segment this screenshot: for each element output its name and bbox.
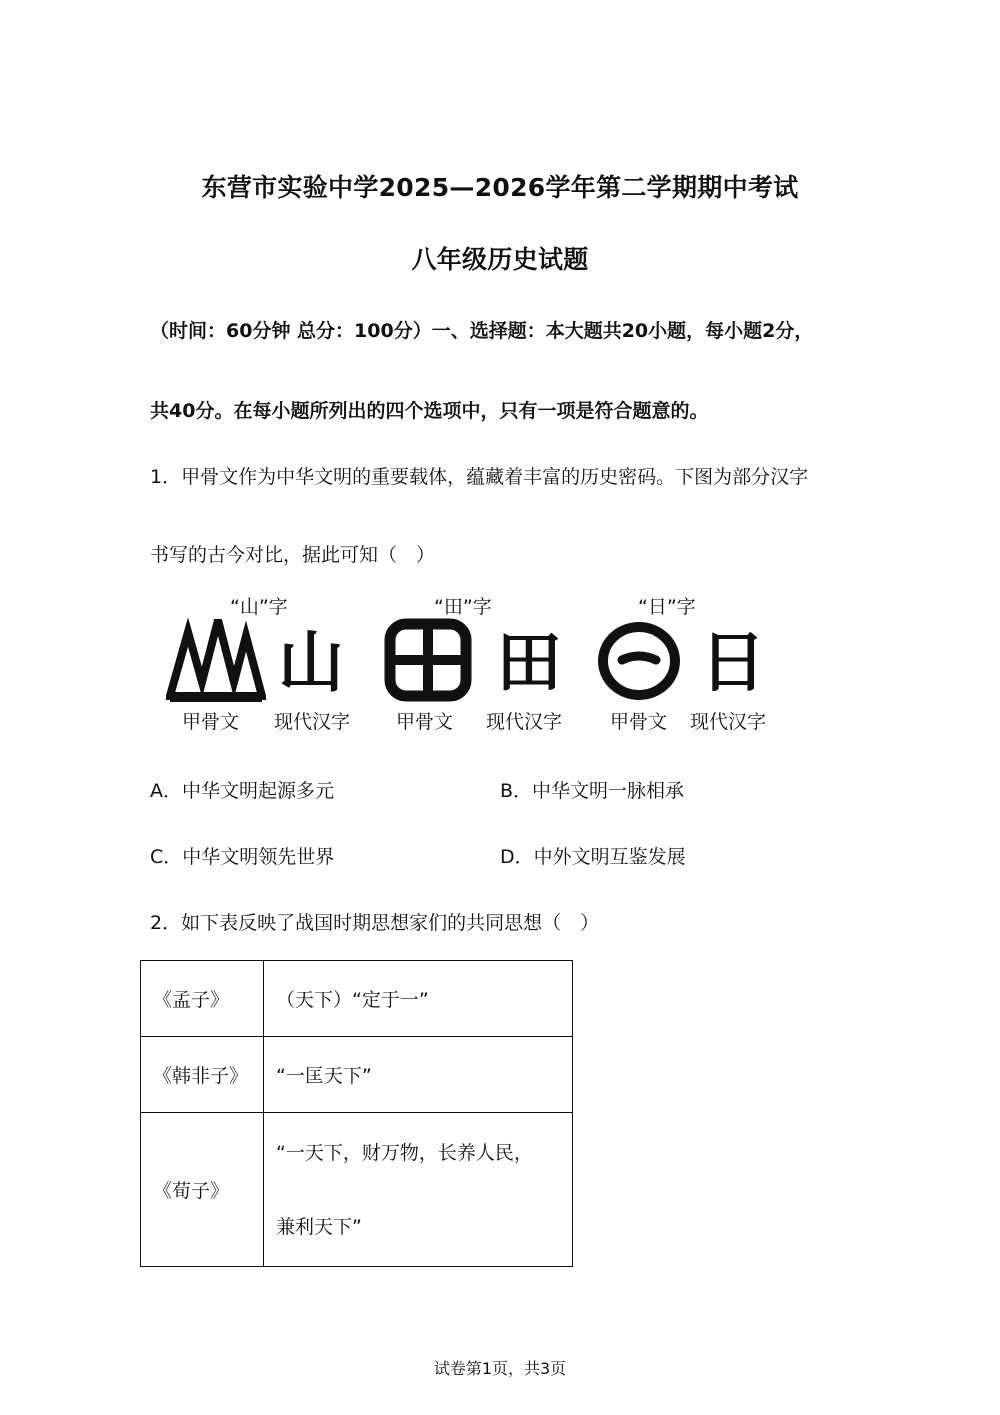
instructions-line-1: （时间：60分钟 总分：100分）一、选择题：本大题共20小题，每小题2分， (150, 320, 814, 342)
figure-ancient-label-1: 甲骨文 (182, 711, 240, 733)
q1-stem-line-2: 书写的古今对比，据此可知（ ） (150, 544, 436, 566)
q1-option-a[interactable]: A．中华文明起源多元 (150, 780, 334, 802)
quote-line-1: “一天下，财万物，长养人民， (276, 1141, 533, 1164)
table-cell-book: 《孟子》 (141, 961, 264, 1037)
exam-title: 东营市实验中学2025—2026学年第二学期期中考试 (201, 173, 799, 202)
oracle-bone-ri-glyph (596, 620, 682, 702)
modern-tian-glyph: 田 (496, 624, 562, 701)
table-row (141, 1037, 573, 1113)
q1-character-figure (160, 588, 780, 738)
figure-caption-shan: “山”字 (230, 596, 288, 618)
q1-option-d[interactable]: D．中外文明互鉴发展 (500, 846, 686, 868)
table-cell-book: 《荀子》 (141, 1113, 264, 1267)
table-cell-quote: “一匡天下” (264, 1037, 573, 1113)
q1-option-c[interactable]: C．中华文明领先世界 (150, 846, 335, 868)
figure-modern-label-1: 现代汉字 (274, 711, 351, 733)
q2-quote-table (140, 960, 573, 1267)
q1-option-b[interactable]: B．中华文明一脉相承 (500, 780, 685, 802)
modern-shan-glyph: 山 (278, 624, 344, 701)
figure-caption-tian: “田”字 (434, 596, 492, 618)
modern-ri-glyph: 日 (700, 624, 766, 701)
q2-stem: 2．如下表反映了战国时期思想家们的共同思想（ ） (150, 912, 600, 934)
figure-ancient-label-3: 甲骨文 (610, 711, 668, 733)
oracle-bone-shan-glyph (166, 616, 266, 704)
table-cell-quote (264, 1113, 573, 1267)
table-row (141, 1113, 573, 1267)
figure-modern-label-3: 现代汉字 (690, 711, 767, 733)
table-row (141, 961, 573, 1037)
quote-line-2: 兼利天下” (276, 1215, 362, 1238)
figure-modern-label-2: 现代汉字 (486, 711, 563, 733)
table-cell-quote: （天下）“定于一” (264, 961, 573, 1037)
table-cell-book: 《韩非子》 (141, 1037, 264, 1113)
oracle-bone-tian-glyph (384, 618, 472, 702)
page-footer: 试卷第1页，共3页 (433, 1359, 567, 1378)
figure-ancient-label-2: 甲骨文 (396, 711, 454, 733)
instructions-line-2: 共40分。在每小题所列出的四个选项中，只有一项是符合题意的。 (150, 400, 709, 422)
q1-stem-line-1: 1．甲骨文作为中华文明的重要载体，蕴藏着丰富的历史密码。下图为部分汉字 (150, 466, 809, 488)
exam-subtitle: 八年级历史试题 (411, 245, 589, 274)
figure-caption-ri: “日”字 (638, 596, 696, 618)
